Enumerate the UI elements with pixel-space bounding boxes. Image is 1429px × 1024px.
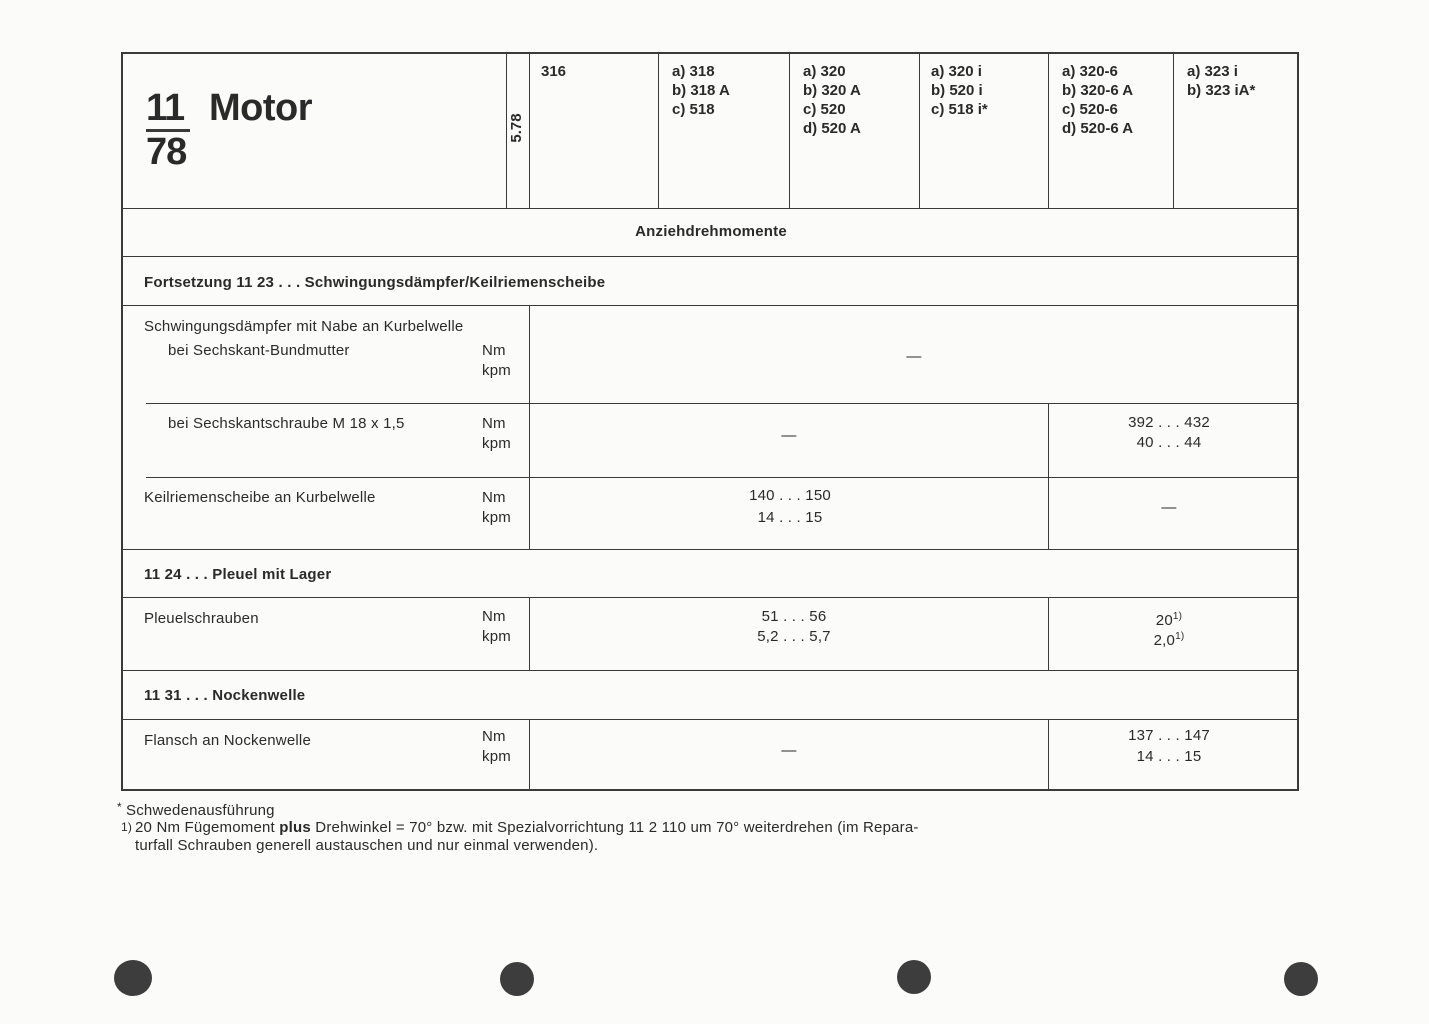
unit-nm: Nm [482, 489, 506, 506]
unit-nm: Nm [482, 415, 506, 432]
table-title: Anziehdrehmomente [635, 223, 787, 240]
footnote-star: Schwedenausführung [126, 802, 275, 819]
group-number: 11 [146, 87, 185, 129]
header-divider [529, 52, 530, 209]
unit-kpm: kpm [482, 748, 511, 765]
table-border-top [121, 52, 1299, 54]
row-divider [121, 256, 1299, 257]
table-border-left [121, 52, 123, 790]
binder-hole [897, 960, 931, 994]
binder-hole [114, 960, 152, 996]
row-divider [146, 403, 1298, 404]
row-divider [121, 208, 1299, 209]
value-cell: — [906, 348, 922, 365]
header-divider [658, 52, 659, 209]
group-title: Motor [209, 87, 313, 129]
value-cell: — [1161, 499, 1177, 516]
value-kpm: 14 . . . 15 [1136, 748, 1202, 765]
footnote-one: 20 Nm Fügemoment plus Drehwinkel = 70° bzw. mit Spezialvorrichtung 11 2 110 um 70° weiterdrehen (im Repara- [135, 819, 919, 836]
table-border-bottom [121, 789, 1299, 791]
date-code: 5.78 [508, 113, 525, 143]
unit-nm: Nm [482, 728, 506, 745]
binder-hole [1284, 962, 1318, 996]
model-column-318: a) 318 b) 318 A c) 518 [672, 63, 730, 118]
model-column-323i: a) 323 i b) 323 iA* [1187, 63, 1256, 99]
section-heading: 11 24 . . . Pleuel mit Lager [144, 566, 332, 583]
footnote-ref: 1) [1172, 611, 1183, 622]
value-cell: — [781, 742, 797, 759]
unit-kpm: kpm [482, 435, 511, 452]
value-nm: 51 . . . 56 [761, 608, 827, 625]
unit-nm: Nm [482, 342, 506, 359]
footnote-one-mark: 1) [121, 820, 133, 834]
value-kpm: 5,2 . . . 5,7 [757, 628, 831, 645]
footnote-ref: 1) [1175, 631, 1185, 642]
model-column-316: 316 [541, 63, 567, 80]
binder-hole [500, 962, 534, 996]
value-nm: 392 . . . 432 [1128, 414, 1210, 431]
section-heading: Fortsetzung 11 23 . . . Schwingungsdämpfer/Keilriemenscheibe [144, 274, 606, 291]
value-kpm: 2,0$^{1)}$ [1153, 631, 1185, 649]
header-divider [1173, 52, 1174, 209]
row-divider [121, 549, 1299, 550]
model-column-320i: a) 320 i b) 520 i c) 518 i* [931, 63, 988, 118]
table-border-right [1297, 52, 1299, 790]
row-sublabel: bei Sechskant-Bundmutter [168, 342, 350, 359]
footnote-one-cont: turfall Schrauben generell austauschen und nur einmal verwenden). [135, 837, 599, 854]
row-label: Pleuelschrauben [144, 610, 259, 627]
unit-kpm: kpm [482, 362, 511, 379]
header-divider [1048, 52, 1049, 209]
page-number: 78 [146, 131, 187, 173]
row-divider [121, 305, 1299, 306]
unit-nm: Nm [482, 608, 506, 625]
value-kpm: 40 . . . 44 [1136, 434, 1202, 451]
row-divider [121, 670, 1299, 671]
header-divider [919, 52, 920, 209]
row-divider [121, 597, 1299, 598]
row-label: Keilriemenscheibe an Kurbelwelle [144, 489, 376, 506]
header-divider [789, 52, 790, 209]
model-column-320: a) 320 b) 320 A c) 520 d) 520 A [803, 63, 861, 137]
row-label: bei Sechskantschraube M 18 x 1,5 [168, 415, 405, 432]
unit-kpm: kpm [482, 628, 511, 645]
row-divider [121, 719, 1299, 720]
value-nm: 140 . . . 150 [749, 487, 831, 504]
value-nm: 137 . . . 147 [1128, 727, 1210, 744]
value-nm: 20$^{1)}$ [1155, 611, 1183, 629]
value-kpm: 14 . . . 15 [757, 509, 823, 526]
row-label: Schwingungsdämpfer mit Nabe an Kurbelwelle [144, 318, 464, 335]
section-heading: 11 31 . . . Nockenwelle [144, 687, 306, 704]
value-cell: — [781, 427, 797, 444]
footnote-star-mark: * [117, 800, 122, 814]
row-divider [146, 477, 1298, 478]
unit-kpm: kpm [482, 509, 511, 526]
model-column-320-6: a) 320-6 b) 320-6 A c) 520-6 d) 520-6 A [1062, 63, 1134, 137]
row-label: Flansch an Nockenwelle [144, 732, 311, 749]
